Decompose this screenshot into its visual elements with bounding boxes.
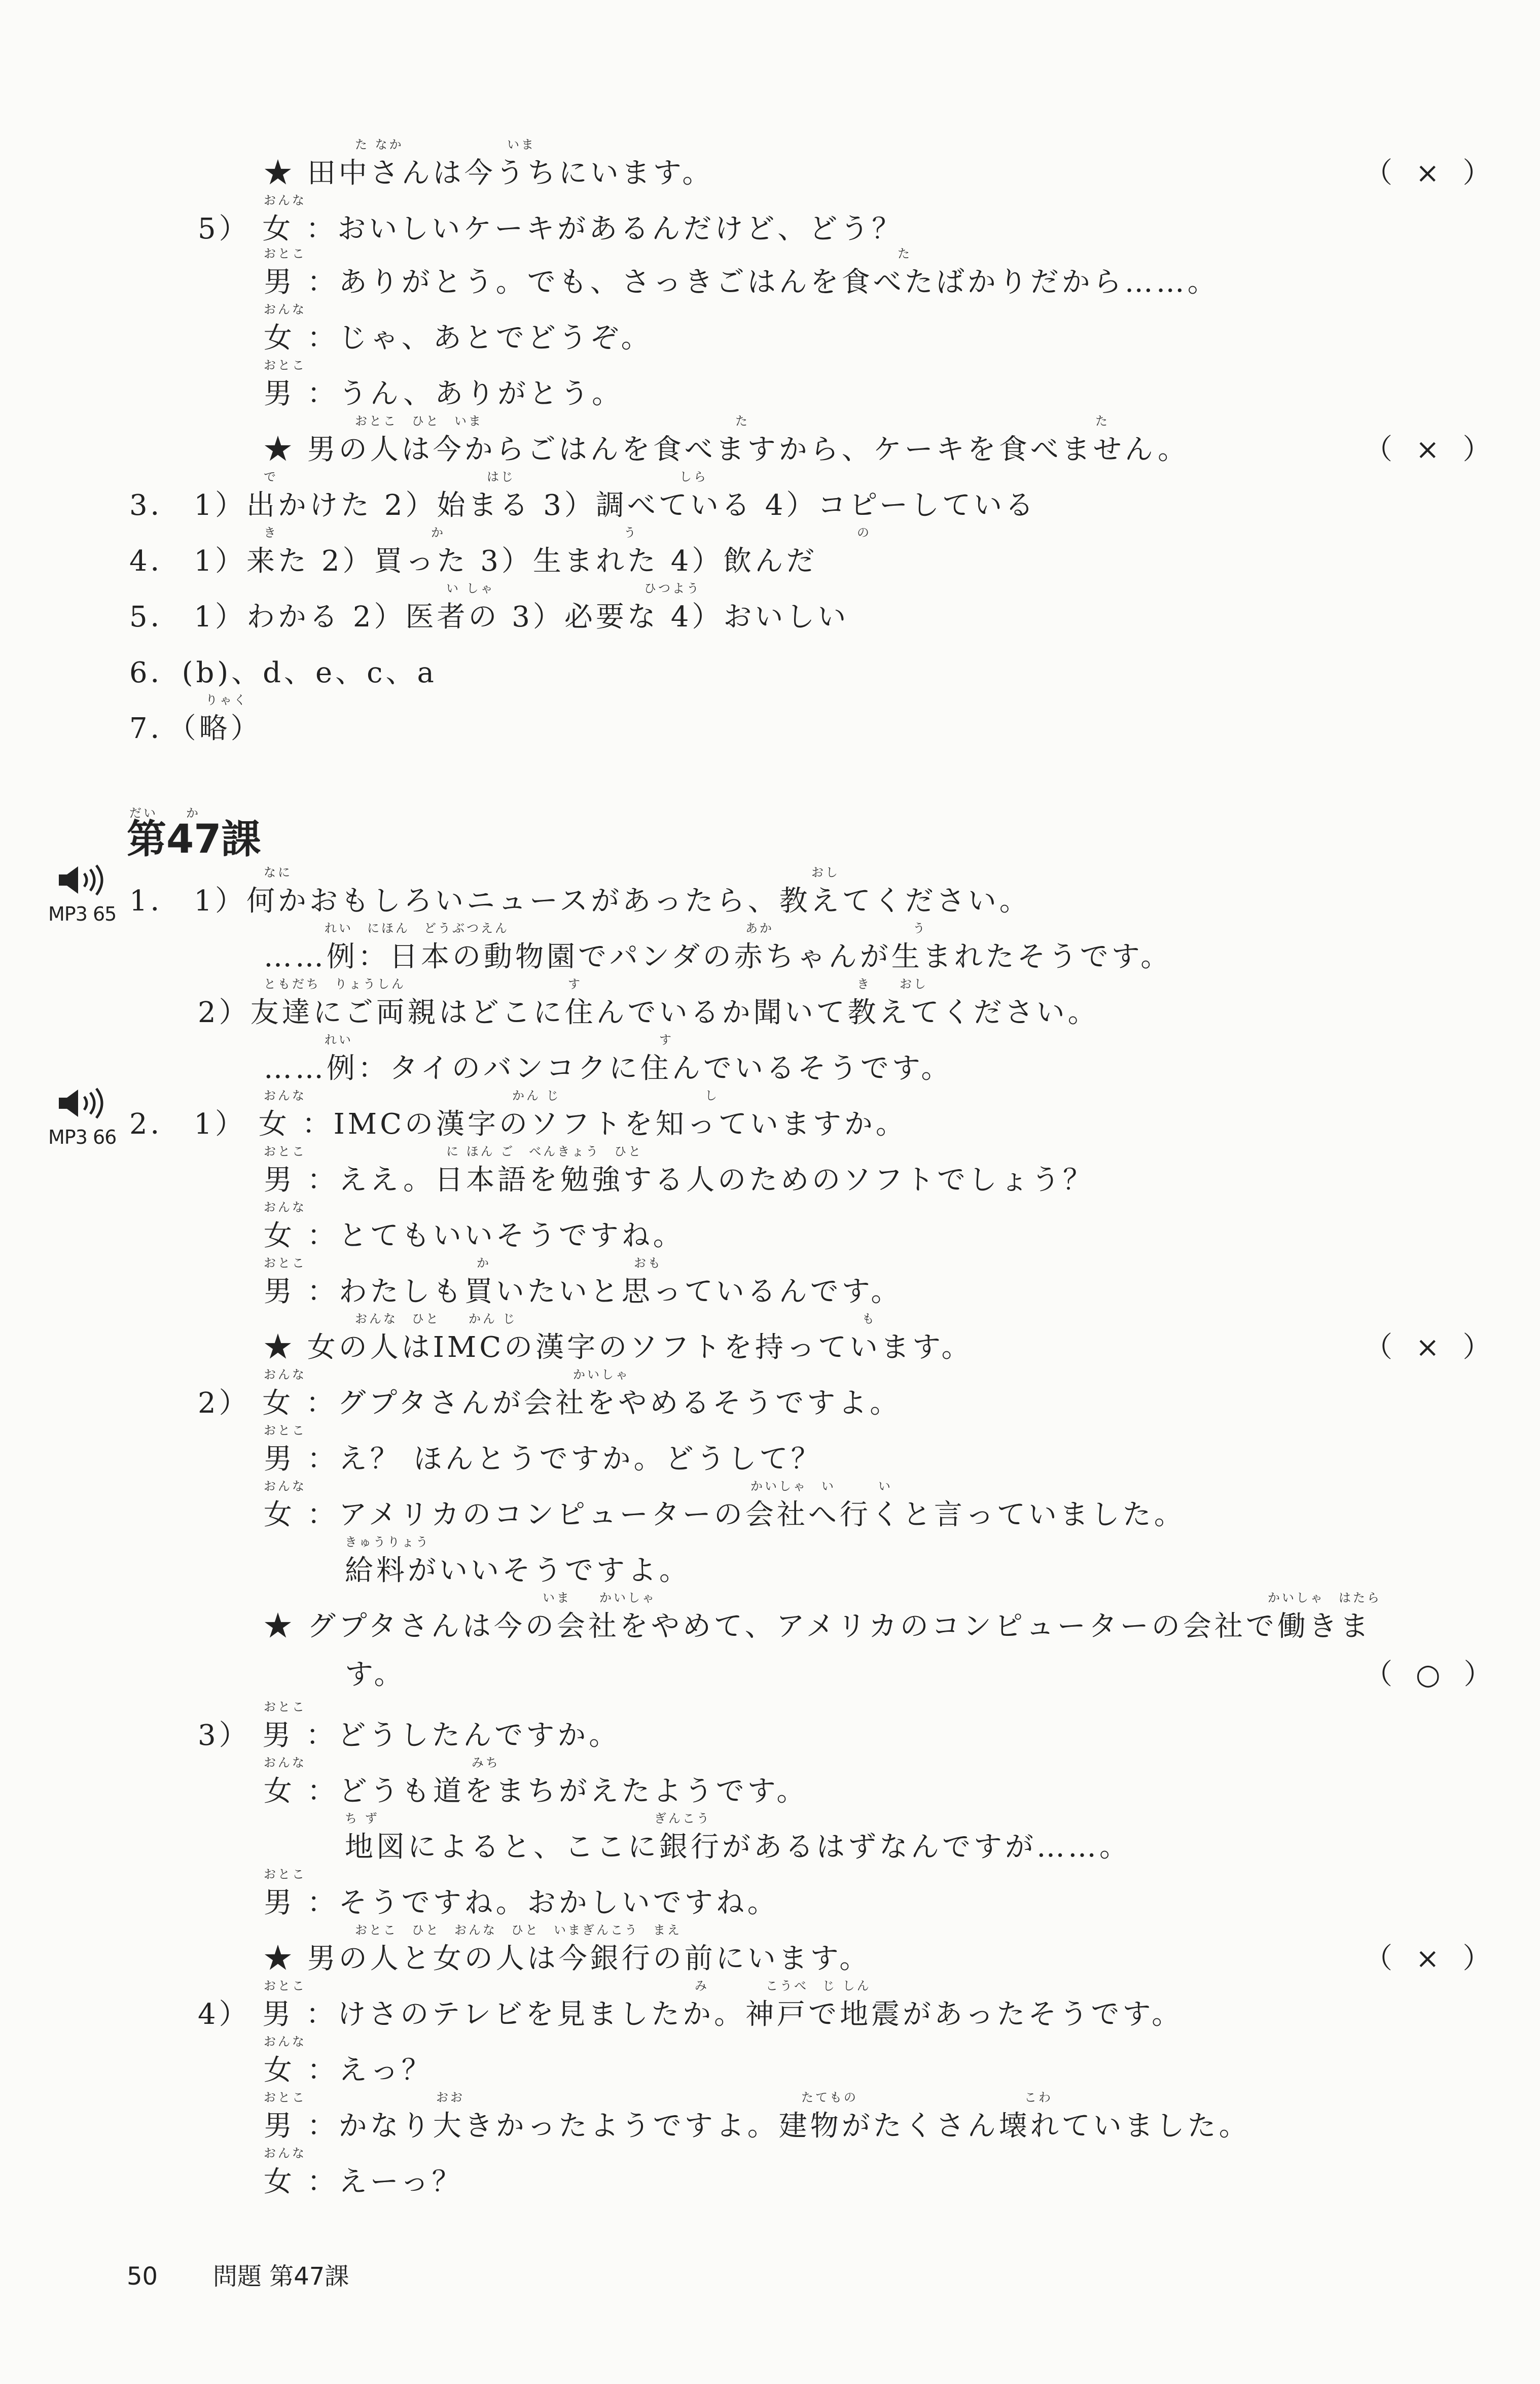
furigana: おんな: [264, 1756, 306, 1770]
furigana: おお: [436, 2090, 464, 2105]
furigana: み: [695, 1979, 709, 1993]
speaker-icon: [56, 1085, 112, 1121]
text-line: 男 ：ええ。日本語を勉強する人のためのソフトでしょう？: [264, 1164, 1095, 1197]
furigana: れい にほん どうぶつえん: [325, 921, 509, 935]
furigana: た なか: [355, 137, 404, 152]
furigana: なに: [264, 865, 292, 880]
furigana: き おし: [857, 977, 928, 991]
furigana: ち ず: [345, 1811, 379, 1826]
text-line: ★ グプタさんは今の会社をやめて、アメリカのコンピューターの会社で働きま: [264, 1610, 1372, 1643]
furigana: しら: [679, 470, 708, 484]
furigana: おんな: [264, 2146, 306, 2160]
text-line: 女 ：とてもいいそうですね。: [264, 1219, 685, 1252]
furigana: き: [264, 525, 278, 540]
furigana: す: [568, 977, 582, 991]
text-line: 2． 1） 女 ：IMCの漢字のソフトを知っていますか。: [129, 1108, 907, 1141]
furigana: し: [705, 1089, 719, 1103]
text-line: 女 ：えっ？: [264, 2054, 433, 2087]
furigana: いま かいしゃ: [543, 1591, 656, 1605]
audio-label-mp3-65: MP3 65: [48, 903, 117, 925]
footer-label: 問題 第47課: [213, 2262, 349, 2291]
furigana: か: [477, 1256, 491, 1270]
furigana: に ほん ご べんきょう ひと: [446, 1144, 643, 1159]
furigana: いま: [507, 137, 535, 152]
answer-mark: （ ○ ）: [1364, 1658, 1499, 1691]
furigana: す: [659, 1033, 673, 1047]
furigana: い しゃ: [446, 581, 495, 595]
text-line: 5． 1）わかる 2）医者の 3）必要な 4）おいしい: [129, 601, 849, 634]
furigana: おんな: [264, 1368, 306, 1382]
furigana: はじ: [487, 470, 515, 484]
furigana: も: [862, 1312, 876, 1326]
text-line: 男 ：わたしも買いたいと思っているんです。: [264, 1275, 903, 1308]
furigana: おんな ひと かん じ: [355, 1312, 517, 1326]
answer-mark: （ × ）: [1364, 433, 1498, 466]
furigana: う: [624, 525, 638, 540]
text-line: ……例：日本の動物園でパンダの赤ちゃんが生まれたそうです。: [264, 940, 1172, 973]
furigana: きゅうりょう: [345, 1535, 430, 1549]
text-line: ……例：タイのバンコクに住んでいるそうです。: [264, 1052, 953, 1085]
furigana: おとこ ひと おんな ひと いまぎんこう まえ: [355, 1923, 682, 1937]
furigana: の: [857, 525, 871, 540]
furigana: おんな: [264, 1089, 306, 1103]
furigana: た: [1095, 414, 1109, 428]
furigana: だい か: [129, 806, 200, 820]
text-line: 4） 男 ：けさのテレビを見ましたか。神戸で地震があったそうです。: [198, 1998, 1184, 2031]
text-line: 女 ：どうも道をまちがえたようです。: [264, 1775, 808, 1808]
furigana: おも: [634, 1256, 662, 1270]
furigana: た: [735, 414, 749, 428]
furigana: みち: [472, 1756, 500, 1770]
furigana: おとこ: [264, 1979, 306, 1993]
speaker-icon: [56, 862, 112, 898]
text-line: 女 ：じゃ、あとでどうぞ。: [264, 322, 653, 355]
text-line: 3） 男 ：どうしたんですか。: [198, 1719, 621, 1752]
text-line: ★ 女の人はIMCの漢字のソフトを持っています。: [264, 1331, 973, 1364]
audio-label-mp3-66: MP3 66: [48, 1126, 117, 1148]
furigana: おとこ: [264, 1256, 306, 1270]
text-line: 3． 1）出かけた 2）始まる 3）調べている 4）コピーしている: [129, 489, 1037, 522]
furigana: こわ: [1024, 2090, 1053, 2105]
text-line: 2） 女 ：グプタさんが会社をやめるそうですよ。: [198, 1387, 902, 1420]
furigana: おんな: [264, 1479, 306, 1493]
furigana: おとこ: [264, 1867, 306, 1881]
furigana: かん じ: [512, 1089, 561, 1103]
text-line: 7．（略）: [129, 712, 262, 745]
furigana: おとこ: [264, 358, 306, 372]
text-line: ★ 男の人は今からごはんを食べますから、ケーキを食べません。: [264, 433, 1190, 466]
audio-mp3-65[interactable]: [56, 862, 112, 898]
furigana: たてもの: [801, 2090, 858, 2105]
furigana: ともだち りょうしん: [264, 977, 406, 991]
text-line: 男 ：かなり大きかったようですよ。建物がたくさん壊れていました。: [264, 2110, 1250, 2143]
furigana: こうべ じ しん: [766, 1979, 871, 1993]
text-line: 2）友達にご両親はどこに住んでいるか聞いて教えてください。: [198, 996, 1099, 1029]
furigana: おとこ: [264, 1700, 306, 1714]
furigana: おんな: [264, 193, 306, 207]
text-line: 男 ：うん、ありがとう。: [264, 377, 624, 410]
answer-mark: （ × ）: [1364, 1942, 1498, 1975]
furigana: おとこ: [264, 247, 306, 261]
furigana: かいしゃ はたら: [1268, 1591, 1381, 1605]
text-line: ★ 田中さんは今うちにいます。: [264, 157, 714, 190]
furigana: ぎんこう: [654, 1811, 711, 1826]
furigana: おし: [811, 865, 840, 880]
text-line: 男 ：そうですね。おかしいですね。: [264, 1886, 779, 1919]
text-line: 地図によると、ここに銀行があるはずなんですが……。: [345, 1831, 1131, 1864]
furigana: おんな: [264, 302, 306, 317]
furigana: かいしゃ い い: [750, 1479, 892, 1493]
text-line: す。: [345, 1658, 406, 1691]
text-line: 6．(b)、d、e、c、a: [129, 656, 437, 689]
furigana: かいしゃ: [573, 1368, 630, 1382]
furigana: う: [913, 921, 927, 935]
furigana: れい: [325, 1033, 353, 1047]
furigana: おとこ ひと いま: [355, 414, 483, 428]
audio-mp3-66[interactable]: [56, 1085, 112, 1121]
answer-mark: （ × ）: [1364, 1331, 1498, 1364]
furigana: で: [264, 470, 278, 484]
furigana: おとこ: [264, 1423, 306, 1438]
text-line: 5） 女 ：おいしいケーキがあるんだけど、どう？: [198, 213, 904, 246]
text-line: ★ 男の人と女の人は今銀行の前にいます。: [264, 1942, 871, 1975]
furigana: おとこ: [264, 2090, 306, 2105]
footer-page-number: 50: [127, 2262, 158, 2291]
answer-mark: （ × ）: [1364, 157, 1498, 190]
text-line: 女 ：えーっ？: [264, 2165, 463, 2198]
furigana: おんな: [264, 2035, 306, 2049]
furigana: か: [431, 525, 445, 540]
text-line: 男 ：え？ ほんとうですか。どうして？: [264, 1443, 822, 1476]
furigana: た: [898, 247, 912, 261]
text-line: 1． 1）何かおもしろいニュースがあったら、教えてください。: [129, 885, 1031, 918]
furigana: りゃく: [205, 693, 248, 707]
furigana: おんな: [264, 1200, 306, 1214]
section-title: 第47課: [127, 817, 261, 862]
text-line: 4． 1）来た 2）買った 3）生まれた 4）飲んだ: [129, 545, 818, 578]
furigana: あか: [745, 921, 774, 935]
text-line: 給料がいいそうですよ。: [345, 1554, 691, 1587]
furigana: ひつよう: [644, 581, 701, 595]
text-line: 男 ：ありがとう。でも、さっきごはんを食べたばかりだから……。: [264, 266, 1219, 299]
text-line: 女 ：アメリカのコンピューターの会社へ行くと言っていました。: [264, 1498, 1186, 1531]
furigana: おとこ: [264, 1144, 306, 1159]
